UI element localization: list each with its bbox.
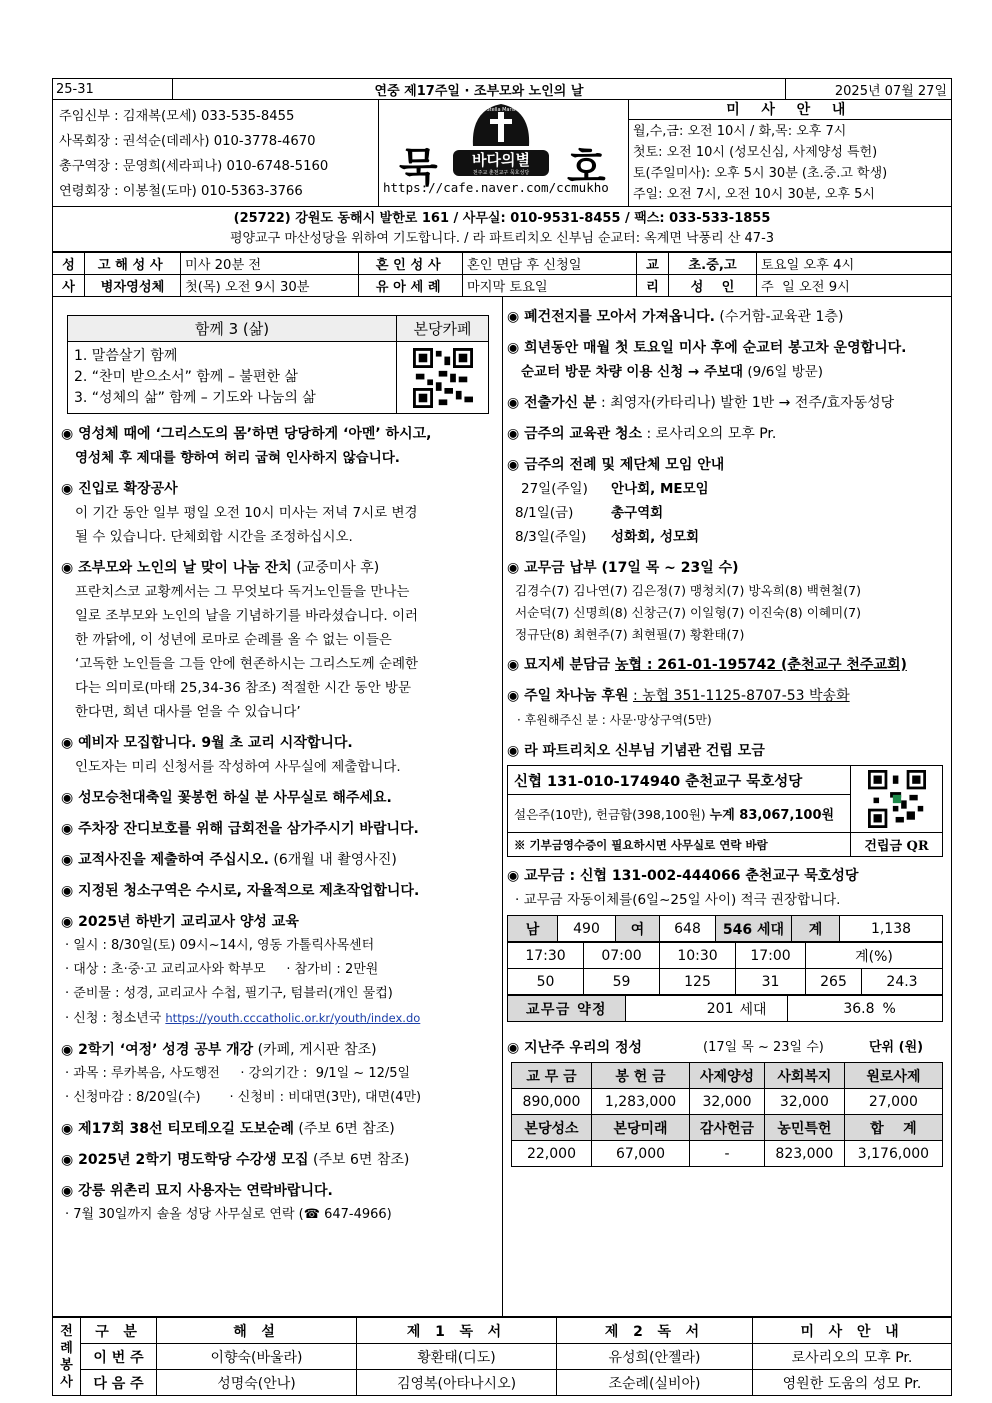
notice-communion: ◉ 영성체 때에 ‘그리스도의 몸’하면 당당하게 ‘아멘’ 하시고, — [61, 426, 432, 442]
donation-box — [507, 765, 943, 857]
notice-pilgrimage: ◉ 제17회 38선 티모테오길 도보순례 (주보 6면 참조) — [61, 1121, 395, 1137]
notice-cleaning: ◉ 지정된 청소구역은 수시로, 자율적으로 제초작업합니다. — [61, 883, 420, 899]
cafe-url-link[interactable]: https://cafe.naver.com/ccmukho — [383, 180, 609, 195]
parish-logo — [379, 100, 629, 206]
notice-shuttle-2: 순교터 방문 차량 이용 신청 → 주보대 (9/6일 방문) — [521, 364, 824, 380]
mass-title: 미 사 안 내 — [629, 100, 951, 120]
bulletin-title: 연중 제17주일 · 조부모와 노인의 날 — [173, 79, 786, 99]
notice-teacher-training: ◉ 2025년 하반기 교리교사 양성 교육 — [61, 914, 299, 930]
notice-body: 한다면, 희년 대사를 얻을 수 있습니다’ — [75, 704, 301, 720]
donation-qr-label: 건립금 QR — [851, 833, 943, 857]
donation-qr-cell — [851, 766, 943, 833]
officer-line: 총구역장 : 문영희(세라피나) 010-6748-5160 — [59, 159, 329, 174]
notice-school: ◉ 2025년 2학기 명도학당 수강생 모집 (주보 6면 참조) — [61, 1152, 410, 1168]
bulletin-page — [52, 78, 952, 1396]
notice-body: 될 수 있습니다. 단체회합 시간을 조정하십시오. — [75, 529, 353, 545]
header-bar — [52, 78, 952, 100]
qr-code-icon[interactable] — [868, 770, 926, 828]
prayer-line: 평양교구 마산성당을 위하여 기도합니다. / 라 파트리치오 신부님 순교터: 옥계면 낙풍리 산 47-3 — [229, 231, 775, 246]
notice-body: 프란치스코 교황께서는 그 무엇보다 독거노인들을 만나는 — [75, 584, 410, 600]
together-title: 함께 3 (삶) — [68, 316, 397, 342]
sac-value: 첫(목) 오전 9시 30분 — [181, 275, 359, 297]
side-label: 교 — [637, 253, 669, 275]
sac-value: 마지막 토요일 — [463, 275, 637, 297]
notice-parking: ◉ 주차장 잔디보호를 위해 급회전을 삼가주시기 바랍니다. — [61, 821, 419, 837]
donation-account: 신협 131-010-174940 춘천교구 묵호성당 — [508, 766, 851, 795]
officer-line: 연령회장 : 이봉철(도마) 010-5363-3766 — [59, 184, 303, 199]
notice-dues: ◉ 교무금 납부 (17일 목 ~ 23일 수) — [507, 560, 739, 576]
meeting-row: 27일(주일) 안나회, ME모임 — [521, 481, 709, 497]
together-items — [68, 342, 397, 414]
together-item: 2. “찬미 받으소서” 함께 – 불편한 삶 — [74, 369, 298, 385]
bulletin-body — [52, 297, 952, 1317]
detail-line: · 후원해주신 분 : 사문·망상구역(5만) — [517, 713, 712, 727]
logo-char-left: 묵 — [399, 145, 438, 191]
notice-flowers: ◉ 성모승천대축일 꽃봉헌 하실 분 사무실로 해주세요. — [61, 790, 392, 806]
sac-value: 미사 20분 전 — [181, 253, 359, 275]
detail-line: · 일시 : 8/30일(토) 09시~14시, 영동 가톨릭사목센터 — [65, 938, 375, 953]
side-label: 성 — [53, 253, 85, 275]
officer-line: 주임신부 : 김재복(모세) 033-535-8455 — [59, 109, 295, 124]
detail-line: · 신청 : 청소년국 https://youth.cccatholic.or.kr/youth/index.do — [65, 1011, 421, 1026]
detail-line: · 7월 30일까지 솔올 성당 사무실로 연락 (☎ 647-4966) — [65, 1207, 392, 1222]
notice-bible-study: ◉ 2학기 ‘여정’ 성경 공부 개강 (카페, 게시판 참조) — [61, 1042, 377, 1058]
liturgy-table: 전례봉사 구 분 해 설 제 1 독 서 제 2 독 서 미 사 안 내 이 번 주 이향숙(바울라) 황환태(디도) 유성희(안젤라) 로사리오의 모후 Pr. 다 음 주 성명숙(안나) 김영복(아타나시오) 조순례(실비아) 영원한 도움의 성모 Pr. — [52, 1317, 952, 1396]
offering-table: 교 무 금 봉 헌 금 사제양성 사회복지 원로사제 890,000 1,283,000 32,000 32,000 27,000 본당성소 본당미래 감사헌금 농민특헌 합 계 22,000 67,000 - 823,000 3,176,000 — [511, 1062, 943, 1167]
logo-star-text: 바다의별 — [472, 151, 530, 169]
address-block — [52, 207, 952, 252]
detail-line: · 과목 : 루카복음, 사도행전 · 강의기간 : 9/1일 ~ 12/5일 — [65, 1066, 411, 1081]
meeting-row: 8/1일(금) 총구역회 — [515, 505, 664, 521]
logo-star-sub: 천주교 춘천교구 묵호성당 — [472, 170, 530, 176]
notice-photo: ◉ 교적사진을 제출하여 주십시오. (6개월 내 촬영사진) — [61, 852, 397, 868]
cafe-label: 본당카페 — [397, 316, 489, 342]
dues-names: 김경수(7) 김나연(7) 김은정(7) 맹청치(7) 방옥희(8) 백현철(7) 서순덕(7) 신명희(8) 신창근(7) 이일형(7) 이진숙(8) 이혜미(7) 정규단(8) 최현주(7) 최현필(7) 황환태(7) — [515, 583, 862, 642]
notice-body: 이 기간 동안 일부 평일 오전 10시 미사는 저녁 7시로 변경 — [75, 505, 418, 521]
donation-summary: 설은주(10만), 헌금함(398,100원) 누계 83,067,100원 — [508, 795, 851, 833]
stella-maris-emblem-icon — [467, 102, 535, 148]
sacraments-table — [52, 252, 952, 297]
notice-body: 일로 조부모와 노인의 날을 기념하기를 바라셨습니다. 이러 — [75, 608, 419, 624]
youth-link[interactable]: https://youth.cccatholic.or.kr/youth/index.do — [165, 1011, 421, 1025]
offering-header: ◉ 지난주 우리의 정성 (17일 목 ~ 23일 수) 단위 (원) — [507, 1040, 924, 1056]
meeting-row: 8/3일(주일) 성화회, 성모회 — [515, 529, 700, 545]
detail-line: · 신청마감 : 8/20일(수) · 신청비 : 비대면(3만), 대면(4만) — [65, 1090, 422, 1105]
notice-cemetery-fee: ◉ 묘지세 분담금 농협 : 261-01-195742 (춘천교구 천주교회) — [507, 657, 907, 673]
notice-batteries: ◉ 폐건전지를 모아서 가져옵니다. (수거함-교육관 1층) — [507, 309, 844, 325]
qr-code-icon[interactable] — [408, 348, 478, 408]
notice-communion-2: 영성체 후 제대를 향하여 허리 굽혀 인사하지 않습니다. — [75, 450, 400, 466]
left-column — [53, 297, 503, 1317]
masthead — [52, 100, 952, 207]
sac-value: 토요일 오후 4시 — [757, 253, 952, 275]
pledge-table: 교무금 약정 201 세대 36.8 % — [507, 995, 943, 1022]
together-box — [67, 315, 489, 414]
notice-road: ◉ 진입로 확장공사 — [61, 481, 178, 497]
detail-line: · 대상 : 초·중·고 교리교사와 학부모 · 참가비 : 2만원 — [65, 962, 379, 977]
notice-catechumen: ◉ 예비자 모집합니다. 9월 초 교리 시작합니다. — [61, 735, 353, 751]
sac-label: 병자영성체 — [85, 275, 181, 297]
notice-body: 다는 의미로(마태 25,34-36 참조) 적절한 시간 동안 방문 — [75, 680, 412, 696]
logo-char-right: 호 — [567, 145, 606, 191]
sac-label: 성 인 — [669, 275, 757, 297]
right-column — [503, 297, 951, 1317]
sac-label: 유아세례 — [359, 275, 463, 297]
mass-line: 토(주일미사): 오후 5시 30분 (초.중.고 학생) — [633, 166, 888, 181]
issue-number: 25-31 — [53, 79, 173, 99]
mass-line: 주일: 오전 7시, 오전 10시 30분, 오후 5시 — [633, 187, 875, 202]
side-label: 리 — [637, 275, 669, 297]
liturgy-side-label: 전례봉사 — [53, 1318, 81, 1396]
sac-value: 주 일 오전 9시 — [757, 275, 952, 297]
notice-cemetery: ◉ 강릉 위촌리 묘지 사용자는 연락바랍니다. — [61, 1183, 333, 1199]
together-item: 3. “성체의 삶” 함께 – 기도와 나눔의 삶 — [74, 390, 316, 406]
notice-meetings: ◉ 금주의 전례 및 제단체 모임 안내 — [507, 457, 725, 473]
officer-line: 사목회장 : 권석순(데레사) 010-3778-4670 — [59, 134, 316, 149]
notice-body: 인도자는 미리 신청서를 작성하여 사무실에 제출합니다. — [75, 759, 401, 775]
detail-line: · 준비물 : 성경, 교리교사 수첩, 필기구, 텀블러(개인 물컵) — [65, 986, 393, 1001]
sac-label: 고해성사 — [85, 253, 181, 275]
detail-line: · 교무금 자동이체를(6일~25일 사이) 적극 권장합니다. — [515, 892, 841, 908]
mass-schedule — [629, 100, 951, 206]
notice-transfer: ◉ 전출가신 분 : 최영자(카타리나) 발한 1반 → 전주/효자동성당 — [507, 395, 895, 411]
officers-list — [53, 100, 379, 206]
together-item: 1. 말씀살기 함께 — [74, 348, 178, 364]
notice-memorial: ◉ 라 파트리치오 신부님 기념관 건립 모금 — [507, 743, 765, 759]
donation-note: ※ 기부금영수증이 필요하시면 사무실로 연락 바람 — [508, 833, 851, 857]
bulletin-date: 2025년 07월 27일 — [834, 83, 947, 99]
sac-label: 혼인성사 — [359, 253, 463, 275]
cafe-qr-cell — [397, 342, 489, 414]
notice-tea: ◉ 주일 차나눔 후원 : 농협 351-1125-8707-53 박송화 — [507, 688, 850, 704]
attendance-table: 17:30 07:00 10:30 17:00 계(%) 50 59 125 31 265 24.3 — [507, 942, 943, 995]
address-line: (25722) 강원도 동해시 발한로 161 / 사무실: 010-9531-8455 / 팩스: 033-533-1855 — [233, 211, 771, 226]
sac-value: 혼인 면담 후 신청일 — [463, 253, 637, 275]
side-label: 사 — [53, 275, 85, 297]
mass-line: 첫토: 오전 10시 (성모신심, 사제양성 특헌) — [633, 145, 878, 160]
census-table: 남 490 여 648 546 세대 계 1,138 — [507, 915, 943, 942]
notice-kyomugum: ◉ 교무금 : 신협 131-002-444066 춘천교구 묵호성당 — [507, 868, 859, 884]
notice-shuttle: ◉ 희년동안 매월 첫 토요일 미사 후에 순교터 봉고차 운영합니다. — [507, 340, 907, 356]
notice-edu-cleaning: ◉ 금주의 교육관 청소 : 로사리오의 모후 Pr. — [507, 426, 777, 442]
notice-body: ‘고독한 노인들을 그들 안에 현존하시는 그리스도께 순례한 — [75, 656, 419, 672]
sac-label: 초.중,고 — [669, 253, 757, 275]
logo-star-banner — [453, 150, 549, 176]
notice-grandparents: ◉ 조부모와 노인의 날 맞이 나눔 잔치 (교중미사 후) — [61, 560, 380, 576]
emblem-text: Stella Maris — [486, 107, 516, 113]
mass-line: 월,수,금: 오전 10시 / 화,목: 오후 7시 — [633, 124, 847, 139]
notice-body: 한 까닭에, 이 성년에 로마로 순례를 올 수 없는 이들은 — [75, 632, 392, 648]
